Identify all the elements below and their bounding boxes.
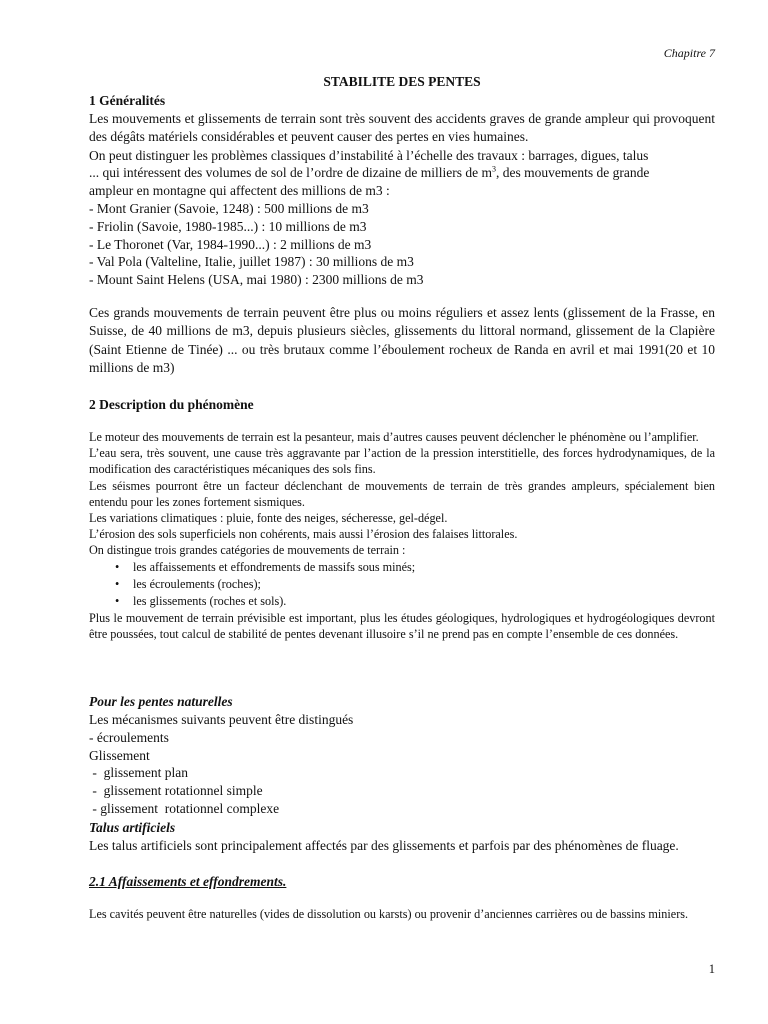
natural-line: - glissement plan	[89, 765, 188, 781]
section-2-p1: Le moteur des mouvements de terrain est la pesanteur, mais d’autres causes peuvent déclencher le phénomène ou l’amplifier.	[89, 430, 699, 444]
section-2-1-text: Les cavités peuvent être naturelles (vides de dissolution ou karsts) ou provenir d’anciennes carrières ou de bassins miniers.	[89, 907, 689, 921]
bullet-icon: •	[115, 559, 120, 574]
section-1-p3: Ces grands mouvements de terrain peuvent être plus ou moins réguliers et assez lents (glissement de la Frasse, en Suisse, de 40 millions de m3, depuis plusieurs siècles, glissements du littoral normand, glissement de la Clapière (Saint Etienne de Tinée) ... ou très brutaux comme l’éboulement rocheux de Randa en avril et mai 1991(20 et 10 millions de m3)	[89, 305, 715, 376]
natural-line: - glissement rotationnel complexe	[89, 800, 280, 816]
section-2-p7: Plus le mouvement de terrain prévisible est important, plus les études géologiques, hydrologiques et hydrogéologiques devront être poussées, tout calcul de stabilité de pentes devenant illusoire s’il ne prend pas en compte l’ensemble de ces données.	[89, 611, 715, 642]
section-1	[89, 92, 715, 289]
natural-line: - glissement rotationnel simple	[89, 783, 263, 799]
bullet-icon: •	[115, 576, 120, 591]
list-item	[115, 559, 715, 576]
chapter-header: Chapitre 7	[663, 46, 715, 60]
section-2-1-heading: 2.1 Affaissements et effondrements.	[89, 874, 287, 889]
categories-list	[89, 559, 715, 611]
example-item: - Mount Saint Helens (USA, mai 1980) : 2300 millions de m3	[89, 272, 424, 288]
list-item-text: les écroulements (roches);	[133, 576, 261, 591]
artificial-slopes	[89, 819, 715, 855]
natural-line: Les mécanismes suivants peuvent être distingués	[89, 712, 354, 727]
natural-line: Glissement	[89, 747, 150, 763]
section-2-p2: L’eau sera, très souvent, une cause très aggravante par l’action de la pression interstitielle, des forces hydrodynamiques, de la modification des caractéristiques mécaniques des sols fins.	[89, 446, 715, 477]
natural-slopes	[89, 693, 715, 818]
superscript-3: 3	[492, 164, 497, 174]
section-2-p3: Les séismes pourront être un facteur déclenchant de mouvements de terrain de très grandes ampleurs, spécialement bien entendu pour les zones fortement sismiques.	[89, 478, 715, 509]
p2-line2-rest: , des mouvements de grande	[496, 165, 650, 181]
section-1-p2-line2	[89, 164, 715, 182]
list-item-text: les glissements (roches et sols).	[133, 594, 287, 609]
section-1-p2-line1: On peut distinguer les problèmes classiques d’instabilité à l’échelle des travaux : barrages, digues, talus	[89, 147, 649, 163]
section-1-heading: 1 Généralités	[89, 93, 166, 108]
p2-line2-text: ... qui intéressent des volumes de sol de l’ordre de dizaine de milliers de m	[89, 165, 493, 181]
bullet-icon: •	[115, 594, 120, 609]
section-2-p6: On distingue trois grandes catégories de mouvements de terrain :	[89, 543, 406, 558]
natural-slopes-heading: Pour les pentes naturelles	[89, 694, 233, 709]
example-item: - Le Thoronet (Var, 1984-1990...) : 2 millions de m3	[89, 236, 372, 252]
list-item	[115, 576, 715, 593]
artificial-slopes-text: Les talus artificiels sont principalement affectés par des glissements et parfois par des phénomènes de fluage.	[89, 838, 679, 853]
list-item-text: les affaissements et effondrements de massifs sous minés;	[133, 559, 416, 574]
section-2-body	[89, 429, 715, 643]
section-2-heading: 2 Description du phénomène	[89, 397, 254, 412]
example-item: - Val Pola (Valteline, Italie, juillet 1987) : 30 millions de m3	[89, 254, 414, 270]
document-title: STABILITE DES PENTES	[323, 74, 481, 89]
example-item: - Mont Granier (Savoie, 1248) : 500 millions de m3	[89, 201, 369, 216]
list-item	[115, 593, 715, 610]
page-number: 1	[708, 962, 715, 976]
section-1-intro: Les mouvements et glissements de terrain sont très souvent des accidents graves de grande ampleur qui provoquent des dégâts matériels considérables et peuvent causer des pertes en vies humaines.	[89, 110, 715, 145]
natural-line: - écroulements	[89, 729, 169, 745]
artificial-slopes-heading: Talus artificiels	[89, 820, 176, 835]
section-2-p5: L’érosion des sols superficiels non cohérents, mais aussi l’érosion des falaises littorales.	[89, 527, 518, 542]
example-item: - Friolin (Savoie, 1980-1985...) : 10 millions de m3	[89, 218, 367, 234]
section-2-p4: Les variations climatiques : pluie, fonte des neiges, sécheresse, gel-dégel.	[89, 511, 448, 526]
section-1-p2-line3: ampleur en montagne qui affectent des millions de m3 :	[89, 183, 390, 199]
